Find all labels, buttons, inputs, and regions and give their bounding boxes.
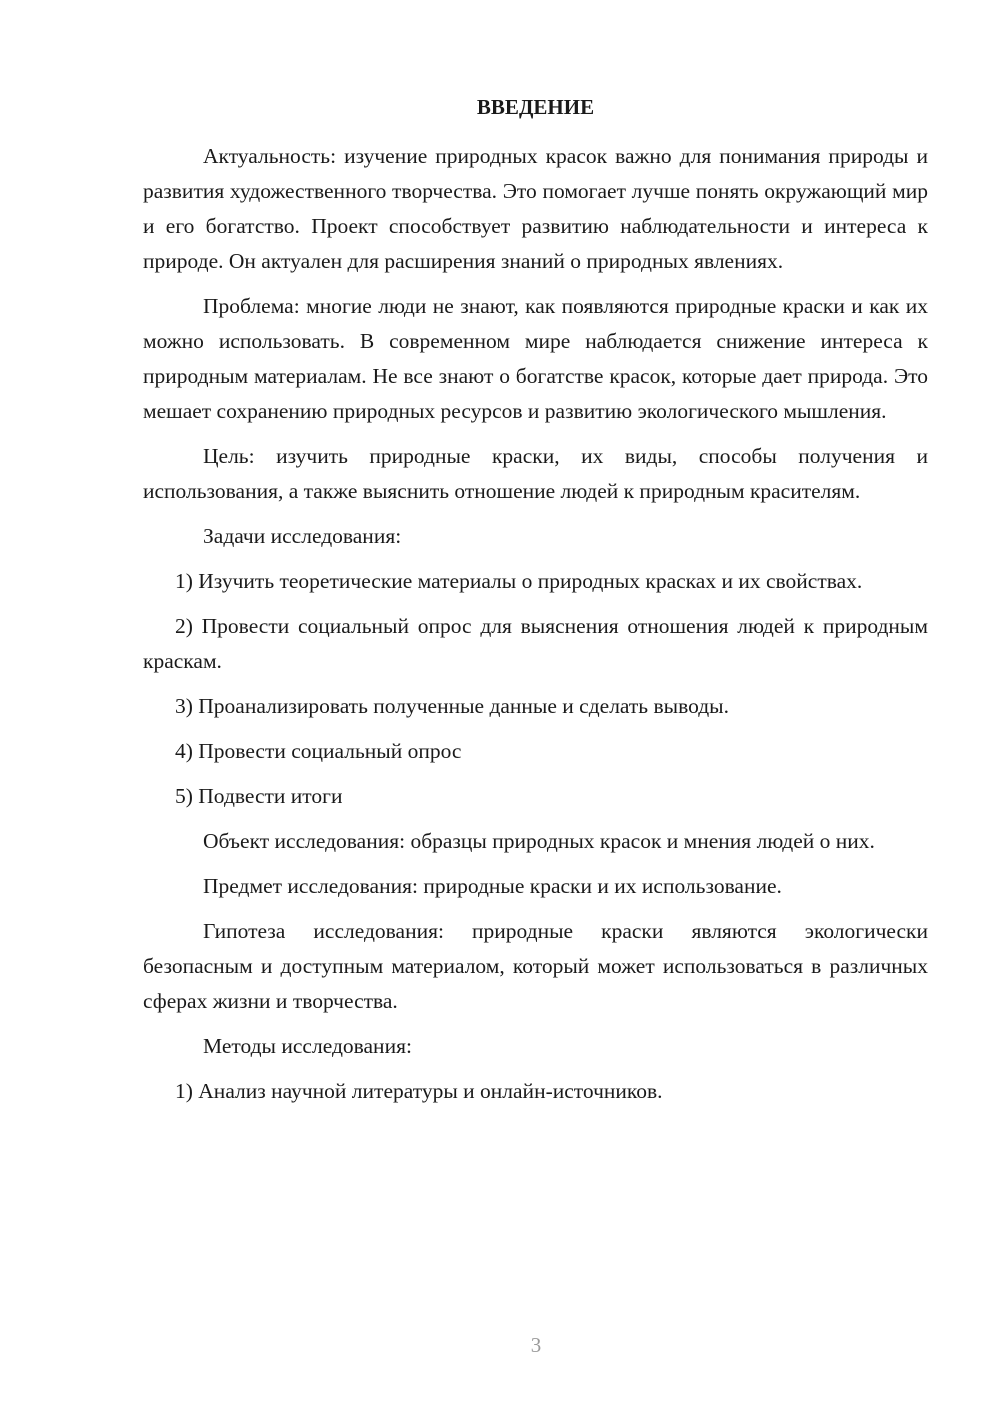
paragraph-problem: Проблема: многие люди не знают, как появляются природные краски и как их можно использовать. В современном мире наблюдается снижение интереса к природным материалам. Не все знают о богатстве красок, которые дает природа. Это мешает сохранению природных ресурсов и развитию экологического мышления. [143, 294, 928, 423]
paragraph-relevance: Актуальность: изучение природных красок важно для понимания природы и развития художественного творчества. Это помогает лучше понять окружающий мир и его богатство. Проект способствует развитию наблюдательности и интереса к природе. Он актуален для расширения знаний о природных явлениях. [143, 144, 928, 273]
list-item-task-2: 2) Провести социальный опрос для выяснения отношения людей к природным краскам. [143, 614, 928, 673]
paragraph-goal: Цель: изучить природные краски, их виды, способы получения и использования, а также выяснить отношение людей к природным красителям. [143, 444, 928, 503]
list-item-task-5: 5) Подвести итоги [175, 784, 343, 808]
paragraph-hypothesis: Гипотеза исследования: природные краски являются экологически безопасным и доступным материалом, который может использоваться в различных сферах жизни и творчества. [143, 919, 928, 1013]
page-number: 3 [530, 1333, 542, 1357]
paragraph-tasks-heading: Задачи исследования: [203, 524, 402, 548]
paragraph-methods-heading: Методы исследования: [203, 1034, 412, 1058]
section-title: ВВЕДЕНИЕ [476, 95, 595, 119]
list-item-method-1: 1) Анализ научной литературы и онлайн-источников. [175, 1079, 663, 1103]
list-item-task-4: 4) Провести социальный опрос [175, 739, 462, 763]
paragraph-subject: Предмет исследования: природные краски и их использование. [203, 874, 782, 898]
list-item-task-3: 3) Проанализировать полученные данные и сделать выводы. [175, 694, 729, 718]
document-body [143, 95, 928, 1109]
list-item-task-1: 1) Изучить теоретические материалы о природных красках и их свойствах. [175, 569, 863, 593]
paragraph-object: Объект исследования: образцы природных красок и мнения людей о них. [203, 829, 875, 853]
